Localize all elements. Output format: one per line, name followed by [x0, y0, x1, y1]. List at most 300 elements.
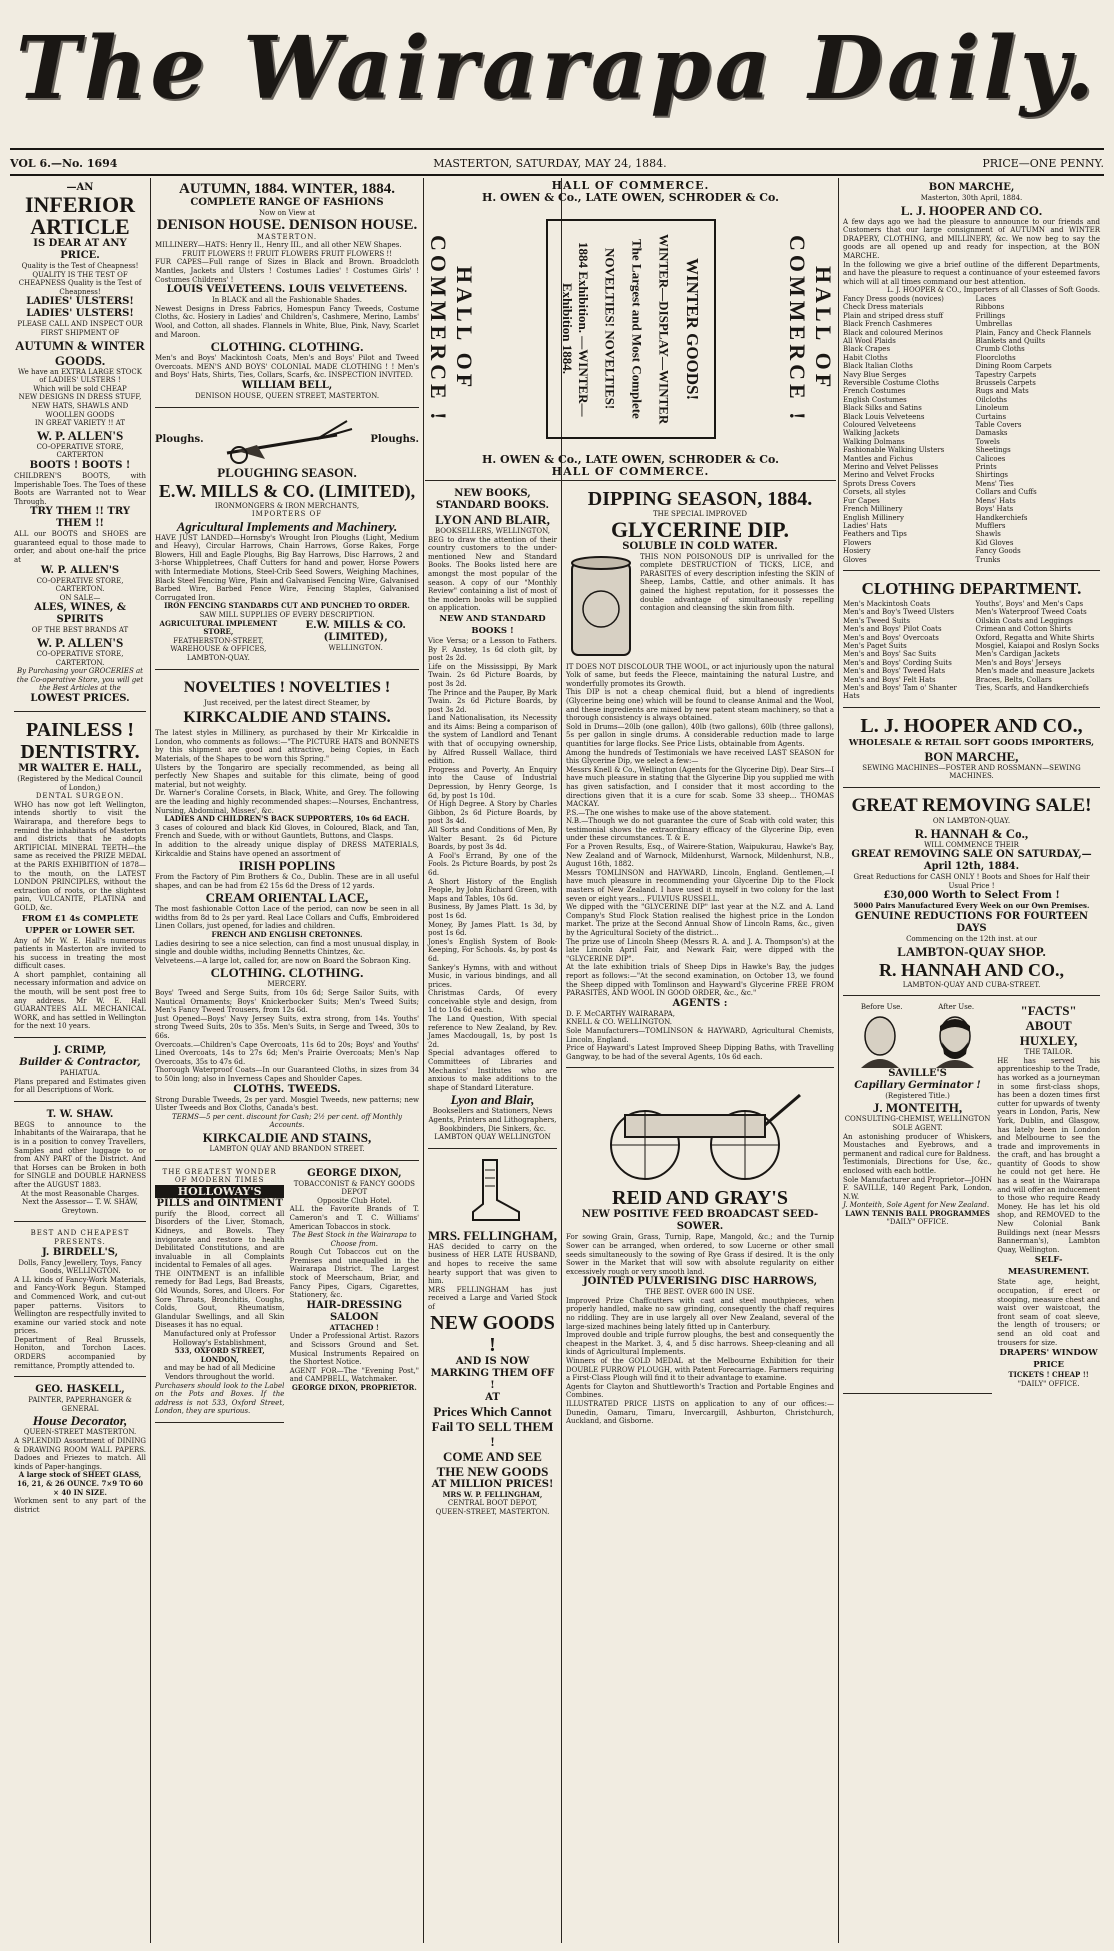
advert-text: and may be had of all Medicine Vendors throughout the world.: [163, 1364, 276, 1381]
advert-text: LAMBTON-QUAY.: [186, 654, 250, 662]
advert-text: CO-OPERATIVE STORE, CARTERTON.: [36, 576, 124, 594]
advert-text: Overcoats.—Children's Cape Overcoats, 11s 6d to 20s; Boys' and Youths' Lined Overcoats, 14s to 27s 6d; Men's Prairie Overcoats; Men's Nap Overcoats, 35s to 47s 6d.: [155, 1040, 419, 1066]
advert-text: BOOKSELLERS, WELLINGTON,: [435, 527, 550, 535]
advert-text: CO-OPERATIVE STORE, CARTERTON.: [36, 650, 124, 667]
advert-text: Velveteens.—A large lot, called for, are now on Board the Sobraon King.: [155, 956, 411, 965]
advert-text: Among the hundreds of Testimonials we have received LAST SEASON for this Glycerine Dip, we select a few:—: [566, 748, 834, 766]
hall-of-commerce-vertical: HALL OF COMMERCE !: [426, 234, 477, 424]
issue-price: PRICE—ONE PENNY.: [982, 156, 1104, 170]
advert-subhead: COMPLETE RANGE OF FASHIONS: [190, 197, 384, 208]
advert-text: PAINTER, PAPERHANGER & GENERAL: [28, 1396, 132, 1413]
advert-text: FRUIT FLOWERS !! FRUIT FLOWERS FRUIT FLOWERS !!: [181, 249, 393, 258]
list-item: Ties, Scarfs, and Handkerchiefs: [975, 684, 1089, 692]
advert-text: A large stock of SHEET GLASS, 16, 21, & 26 OUNCE. 7×9 TO 60 × 40 IN SIZE.: [16, 1470, 144, 1497]
advert-text: IRONMONGERS & IRON MERCHANTS,: [214, 501, 360, 510]
list-item: Men's Tweed Suits: [843, 616, 910, 625]
advert-firm: E.W. MILLS & CO. (LIMITED),: [305, 619, 406, 643]
advert-text: WINTER GOODS!: [683, 257, 703, 401]
advert-subhead: DRAPERS' WINDOW PRICE: [999, 1348, 1098, 1371]
list-item: Of High Degree. A Story by Charles Gibbon, 2s 6d Picture Boards, by post 3s 4d.: [428, 800, 557, 826]
advert-headline: PLOUGHING SEASON.: [217, 464, 357, 480]
advert-text: Men's and Boys' Mackintosh Coats, Men's and Boys' Pilot and Tweed Overcoats. MEN'S AND BOYS' COLONIAL MADE CLOTHING ! ! Men's and Boys' Hats, Shirts, Ties, Collars, Scarfs, &c. INSPECTION INVITED.: [155, 354, 419, 380]
advert-text: Agents for Clayton and Shuttleworth's Traction and Portable Engines and Combines.: [566, 1382, 834, 1400]
list-item: Walking Dolmans: [843, 437, 905, 446]
list-item: Fancy Dress goods (novices): [843, 294, 944, 303]
advert-headline: CLOTHING DEPARTMENT.: [861, 578, 1082, 598]
list-item: Dining Room Carpets: [975, 362, 1052, 371]
advert-firm: H. OWEN & Co., LATE OWEN, SCHRODER & Co.: [482, 191, 779, 204]
advert-text: Which will be sold CHEAP: [33, 384, 127, 393]
advert-headline: IRISH POPLINS: [238, 858, 336, 874]
advert-text: Sold in Drums—20lb (one gallon), 40lb (two gallons), 60lb (three gallons), 5s per gallon in single drums. A considerable reduction made to large quantities for large flocks. See Price Lists, obtainable from Agents.: [566, 722, 834, 748]
advert-text: —AN: [66, 182, 94, 193]
advert-text: 1884 Exhibition. —WINTER— Exhibition 1884.: [559, 241, 591, 417]
advert-subhead: AND IS NOW MARKING THEM OFF !: [430, 1355, 555, 1391]
list-item: Frillings: [975, 311, 1006, 320]
advert-text: Just received, per the latest direct Steamer, by: [204, 698, 370, 707]
advert-text: LAMBTON QUAY WELLINGTON: [434, 1133, 551, 1142]
advert-text: D. F. McCARTHY WAIRARAPA,: [566, 1009, 675, 1018]
advert-subhead: LOUIS VELVETEENS. LOUIS VELVETEENS.: [166, 284, 408, 296]
list-item: Progress and Poverty, An Enquiry into the Cause of Industrial Depression, by Henry George, 1s 6d, by post 1s 10d.: [428, 765, 557, 800]
advert-text: ON SALE—: [59, 593, 101, 602]
list-item: Men's and Boys' Jerseys: [975, 658, 1062, 667]
column-3: [424, 484, 561, 1943]
drapery-list: [843, 295, 1100, 564]
advert-text: (Registered by the Medical Council of London,): [17, 775, 143, 792]
advert-subhead: CLOTHS. TWEEDS.: [233, 1083, 341, 1095]
advert-text: 3 cases of coloured and black Kid Gloves, in Coloured, Black, and Tan, French and Suede, with or without Gauntlets, Buttons, and Clasps.: [155, 823, 419, 841]
advert-subhead: WHOLESALE & RETAIL SOFT GOODS IMPORTERS,: [848, 737, 1095, 748]
advert-firm: GEORGE DIXON,: [307, 1167, 402, 1179]
advert-firm: E.W. MILLS & CO. (LIMITED),: [158, 480, 416, 501]
list-item: French Costumes: [843, 387, 906, 396]
winter-goods-box: [546, 219, 716, 439]
advert-text: WELLINGTON.: [328, 643, 383, 652]
advert-text: AGENT FOR—The "Evening Post," and CAMPBELL, Watchmaker.: [289, 1366, 419, 1384]
advert-text: This DIP is not a cheap chemical fluid, but a blend of ingredients (Glycerine being one) which will be found to cleanse Animal and the Wool, and these ingredients are mixed by new patent steam machinery, so that a thorough consistency is always obtained.: [566, 688, 834, 723]
advert-subhead: Ploughs.: [370, 433, 419, 445]
column-2: [151, 178, 423, 1943]
advert-text: From the Factory of Pim Brothers & Co., Dublin. These are in all useful shapes, and can be had from £2 15s 6d the Dress of 12 yards.: [155, 873, 419, 890]
list-item: Collars and Cuffs: [975, 488, 1037, 497]
advert-text: Great Reductions for CASH ONLY ! Boots and Shoes for Half their Usual Price !: [853, 873, 1090, 890]
advert-text: A LL kinds of Fancy-Work Materials, and Fancy-Work Begun. Stamped and Commenced Work, and cut-out paper patterns. Visitors to Wellington are respectfully invited to examine our varied stock and note prices.: [14, 1275, 146, 1336]
list-item: Corsets, all styles: [843, 488, 906, 497]
list-item: English Costumes: [843, 395, 907, 404]
advert-text: OF THE BEST BRANDS AT: [31, 626, 129, 635]
advert-text: CHILDREN'S BOOTS, with Imperishable Toes. The Toes of these Boots are Warranted not to Wear Through.: [14, 471, 146, 506]
list-item: Black Italian Cloths: [843, 362, 913, 371]
hooper-wholesale-advert: [843, 711, 1100, 788]
list-item: Hosiery: [843, 547, 871, 556]
advert-firm: J. MONTEITH,: [872, 1100, 963, 1116]
advert-text: NOVELTIES! NOVELTIES!: [602, 248, 618, 410]
list-item: Ladies' Hats: [843, 521, 888, 530]
list-item: Crimean and Cotton Shirts: [975, 625, 1071, 634]
advert-subhead: AT: [485, 1391, 500, 1403]
list-item: Men's Cardigan Jackets: [975, 650, 1060, 659]
dentistry-advert: [14, 715, 146, 1038]
advert-subhead: BOOTS ! BOOTS !: [29, 459, 131, 471]
glycerine-dip-advert: [566, 484, 834, 1068]
advert-subhead: Ploughs.: [155, 433, 204, 445]
reid-gray-advert: [566, 1071, 834, 1431]
advert-subhead: NEW POSITIVE FEED BROADCAST SEED-SOWER.: [581, 1209, 819, 1233]
advert-text: IRON FENCING STANDARDS CUT AND PUNCHED TO ORDER.: [164, 601, 410, 611]
advert-text: SAW MILL SUPPLIES OF EVERY DESCRIPTION.: [199, 611, 375, 620]
advert-headline: CLOTHING. CLOTHING.: [210, 339, 364, 355]
advert-subhead: BON MARCHE,: [928, 182, 1015, 193]
list-item: Table Covers: [975, 421, 1022, 430]
list-item: Black French Cashmeres: [843, 320, 932, 329]
advert-text: CONSULTING-CHEMIST, WELLINGTON: [844, 1115, 991, 1124]
advert-text: Manufactured only at Professor Holloway's Establishment,: [163, 1330, 277, 1347]
advert-text: WHO has now got left Wellington, intends shortly to visit the Wairarapa, and therefore begs to remind the inhabitants of Masterton and districts that he adopts ARTIFICIAL MINERAL TEETH—the same as received the PRIZE MEDAL at the PARIS EXHIBITION of 1878—to the mouth, on the LATEST LONDON PRINCIPLES, without the extraction of roots, or the slightest pain, VULCANITE, PLATINA and GOLD, &c.: [14, 800, 146, 912]
advert-headline: GREAT REMOVING SALE!: [851, 795, 1092, 816]
list-item: Brussels Carpets: [975, 379, 1036, 387]
advert-text: THE SPECIAL IMPROVED: [652, 510, 748, 518]
advert-text: Sole Manufacturer and Proprietor—JOHN F. SAVILLE, 140 Regent Park, London, N.W.: [843, 1175, 993, 1201]
advert-text: Newest Designs in Dress Fabrics, Homespun Fancy Tweeds, Costume Cloths, &c. Hosiery in Ladies' and Children's, Cashmere, Merino, Lambs' Wool, and Cotton, all shades. Flannels in White, Blue, Pink, Navy, Scarlet and Maroon.: [155, 304, 419, 339]
dixon-advert: [290, 1164, 419, 1423]
advert-text: Improved double and triple furrow ploughs, the best and consequently the cheapest in the Market. 3, 4, and 5 disc harrows. Sheep-cleaning and all kinds of Agricultural Implements.: [566, 1331, 834, 1357]
advert-firm: HOLLOWAY'S: [155, 1185, 284, 1198]
advert-headline: Prices Which Cannot Fail TO SELL THEM !: [431, 1403, 554, 1449]
list-item: French Millinery: [843, 505, 903, 514]
advert-text: LAMBTON-QUAY AND CUBA-STREET.: [902, 980, 1041, 989]
advert-subhead: Capillary Germinator !: [854, 1079, 981, 1091]
hall-of-commerce-advert: [425, 180, 836, 481]
huxley-advert: [997, 999, 1100, 1394]
list-item: Men's and Boys' Overcoats: [843, 633, 939, 642]
advert-text: LAMBTON QUAY AND BRANDON STREET.: [209, 1144, 365, 1153]
list-item: Black Louis Velveteens: [843, 412, 925, 421]
list-item: Fur Capes: [843, 496, 880, 505]
shaw-advert: [14, 1105, 146, 1223]
advert-text: ALL our BOOTS and SHOES are guaranteed equal to those made to order, and about one-half the price at: [14, 530, 146, 565]
list-item: Land Nationalisation, its Necessity and its Aims: Being a comparison of the system of Landlord and Tenant with that of occupying ownership, by Alfred Russell Wallace, third edition.: [428, 714, 557, 766]
advert-text: HAS decided to carry on the business of HER LATE HUSBAND, and hopes to receive the same hearty support that was given to him.: [428, 1242, 557, 1286]
list-item: Black Silks and Satins: [843, 404, 922, 413]
list-item: Calicoes: [975, 454, 1006, 463]
list-item: Laces: [975, 294, 996, 303]
list-item: Mantles and Fichus: [843, 454, 913, 463]
advert-text: After Use.: [938, 1003, 975, 1012]
holloway-advert: [155, 1164, 284, 1423]
advert-text: purify the Blood, correct all Disorders of the Liver, Stomach, Kidneys, and Bowels. They invigorate and restore to health Debilitated Constitutions, and are invaluable in all Complaints incidental to Females of all ages.: [155, 1209, 285, 1270]
advert-text: DENISON HOUSE, QUEEN STREET, MASTERTON.: [194, 391, 380, 400]
advert-text: DENTAL SURGEON.: [35, 792, 125, 801]
advert-headline: AUTUMN, 1884. WINTER, 1884.: [179, 181, 395, 197]
volume-number: VOL 6.—No. 1694: [10, 156, 118, 170]
list-item: Flowers: [843, 538, 872, 547]
hall-of-commerce-vertical: HALL OF COMMERCE !: [785, 234, 836, 424]
advert-headline: LAMBTON-QUAY SHOP.: [897, 943, 1046, 959]
advert-subhead: JOINTED PULVERISING DISC HARROWS,: [582, 1276, 818, 1288]
clothing-list: [843, 600, 1100, 701]
list-item: Rugs and Mats: [975, 387, 1029, 396]
advert-headline: CLOTHING. CLOTHING.: [210, 965, 364, 981]
advert-firm: MRS W. P. FELLINGHAM,: [442, 1489, 543, 1499]
advert-text: TOBACCONIST & FANCY GOODS DEPOT: [293, 1179, 415, 1197]
advert-text: TICKETS ! CHEAP !!: [1008, 1370, 1089, 1380]
crimp-advert: [14, 1041, 146, 1102]
advert-text: We have an EXTRA LARGE STOCK of LADIES' ULSTERS !: [18, 367, 142, 385]
advert-firm: Lyon and Blair,: [450, 1092, 535, 1108]
list-item: Handkerchiefs: [975, 513, 1028, 522]
list-item: Black and coloured Merinos: [843, 328, 943, 337]
list-item: Men's and Boys' Cording Suits: [843, 658, 952, 667]
list-item: Mens' Hats: [975, 496, 1016, 505]
boot-illustration: [463, 1156, 523, 1226]
list-item: Shirtings: [975, 471, 1009, 480]
list-item: Mens' Ties: [975, 479, 1014, 488]
advert-text: GEORGE DIXON, PROPRIETOR.: [291, 1383, 417, 1392]
newspaper-title: The Wairarapa Daily.: [15, 18, 1099, 119]
advert-text: 5000 Pairs Manufactured Every Week on our Own Premises.: [853, 901, 1090, 911]
advert-text: PLEASE CALL AND INSPECT OUR FIRST SHIPMENT OF: [17, 320, 143, 337]
advert-subhead: AGENTS :: [672, 997, 728, 1009]
list-item: Kid Gloves: [975, 538, 1014, 547]
advert-text: At the late exhibition trials of Sheep Dips in Hawke's Bay, the judges report as follows:—"At the second examination, on October 13, we found the Sheep dipped with Tomlinson and Hayward's Glycerine FREE FROM PARASITES, AND WOOL IN GOOD ORDER, &c., &c.": [566, 963, 834, 998]
advert-headline: "FACTS": [1020, 1003, 1077, 1019]
advert-text: "DAILY" OFFICE.: [886, 1218, 949, 1227]
advert-text: MERCERY.: [267, 980, 307, 989]
advert-firm: LYON AND BLAIR,: [435, 512, 550, 527]
advert-headline: NOVELTIES ! NOVELTIES !: [183, 678, 391, 696]
advert-headline: House Decorator,: [32, 1413, 128, 1429]
advert-headline: HALL OF COMMERCE.: [551, 179, 710, 192]
advert-text: WINTER—DISPLAY—WINTER: [656, 233, 672, 425]
advert-firm: GLYCERINE DIP.: [610, 516, 790, 542]
advert-text: The latest styles in Millinery, as purchased by their Mr Kirkcaldie in London, who comments as follows:—"The PICTURE HATS and BONNETS by this shipment are good and attractive, being Copies, in Each Materials, of the Shapes to be worn this Spring.": [155, 729, 419, 763]
bearded-portrait: [930, 1012, 980, 1068]
advert-subhead: GREAT REMOVING SALE ON SATURDAY,—: [851, 849, 1092, 861]
advert-text: IN GREAT VARIETY !! AT: [34, 419, 126, 428]
advert-firm: L. J. HOOPER AND CO.: [900, 202, 1043, 218]
list-item: Plain, Fancy and Check Flannels: [975, 328, 1092, 337]
advert-text: CO-OPERATIVE STORE, CARTERTON: [36, 442, 124, 460]
advert-text: A short pamphlet, containing all necessary information and advice on the mouth, will be sent post free to any address. Mr W. E. Hall GUARANTEES ALL MECHANICAL WORK, and has settled in Wellington for the next 10 years.: [14, 970, 146, 1031]
advert-text: Sole Manufacturers—TOMLINSON & HAYWARD, Agricultural Chemists, Lincoln, England.: [566, 1026, 834, 1044]
advert-subhead: SOLUBLE IN COLD WATER.: [622, 540, 778, 552]
advert-subhead: Builder & Contractor,: [19, 1057, 141, 1069]
advert-text: PAHIATUA.: [59, 1069, 101, 1078]
list-item: Black Crapes: [843, 345, 891, 354]
advert-text: The Best Stock in the Wairarapa to Choose from.: [292, 1231, 417, 1248]
advert-text: In addition to the already unique display of DRESS MATERIALS, Kirkcaldie and Stains have opened an assortment of: [155, 840, 419, 858]
list-item: Youths', Boys' and Men's Caps: [975, 599, 1084, 608]
list-item: Money, By James Platt. 1s 3d, by post 1s 6d.: [428, 920, 557, 938]
advert-subhead: IS DEAR AT ANY PRICE.: [33, 238, 127, 261]
col2-bottom-row: [155, 1164, 419, 1426]
masthead: [0, 0, 1114, 145]
advert-text: We dipped with the "GLYCERINE DIP" last year at the N.Z. and A. Land Company's Stud Flock Station realised the highest price in the London market. The prize at the Second Annual Show of Lincoln Rams, &c., given by the Agricultural Society of the district...: [566, 903, 834, 937]
list-item: Men's and Boys' Tam o' Shanter Hats: [843, 684, 957, 701]
advert-firm: REID AND GRAY'S: [612, 1187, 788, 1210]
advert-text: At the most Reasonable Charges. Next the Assessor— T. W. SHAW, Greytown.: [20, 1189, 140, 1215]
advert-text: J. Monteith, Sole Agent for New Zealand.: [843, 1201, 990, 1210]
list-item: Navy Blue Serges: [843, 370, 907, 379]
advert-text: 533, OXFORD STREET, LONDON,: [174, 1346, 265, 1364]
list-item: Habit Cloths: [843, 353, 888, 362]
advert-subhead: £30,000 Worth to Select From !: [883, 890, 1060, 902]
list-item: Feathers and Tips: [843, 530, 907, 539]
list-item: Men's Mackintosh Coats: [843, 599, 931, 608]
lyon-blair-advert: [428, 484, 557, 1149]
advert-text: IT DOES NOT DISCOLOUR THE WOOL, or act injuriously upon the natural Yolk of same, but feeds the Fleece, maintaining the natural Lustre, and wonderfully promotes its Growth.: [566, 662, 834, 688]
advert-headline: AUTUMN & WINTER GOODS.: [15, 337, 145, 368]
list-item: Oxford, Regatta and White Shirts: [975, 633, 1095, 642]
list-item: Men's and Boy's Tweed Ulsters: [843, 608, 955, 617]
advert-subhead: NEW BOOKS, STANDARD BOOKS.: [435, 488, 549, 511]
advert-firm: MR WALTER E. HALL,: [18, 763, 142, 774]
advert-headline: PAINLESS ! DENTISTRY.: [20, 719, 140, 763]
advert-text: Purchasers should look to the Label on the Pots and Boxes. If the address is not 533, Oxford Street, London, they are spurious.: [155, 1381, 285, 1416]
list-item: Plain and striped dress stuff: [843, 311, 944, 320]
advert-firm: T. W. SHAW.: [46, 1108, 114, 1120]
advert-text: BEG to draw the attention of their country customers to the under-mentioned New and Standard Books. The Books listed here are amongst the most popular of the season. A copy of our "Monthly Review" containing a list of most of the modern books will be supplied on application.: [428, 535, 557, 613]
advert-text: The most fashionable Cotton Lace of the period, can now be seen in all widths from 8d to 2s per yard. Real Lace Collars and Cuffs, Embroidered Linen Collars, just opened, for ladies and children.: [155, 905, 419, 931]
list-item: Merino and Velvet Frocks: [843, 471, 935, 480]
column-1: [10, 178, 150, 1943]
hannah-advert: [843, 791, 1100, 996]
advert-subhead: ALES, WINES, & SPIRITS: [34, 602, 126, 626]
advert-text: P.S.—The one wishes to make use of the above statement.: [566, 808, 772, 817]
list-item: Braces, Belts, Collars: [975, 675, 1052, 684]
list-item: Life on the Mississippi, By Mark Twain. 2s 6d Picture Boards, by post 3s 2d.: [428, 662, 557, 688]
advert-text: BEGS to announce to the Inhabitants of the Wairarapa, that he is in a position to convey Travellers, Samples and other luggage to or from ANY PART of the District. And that Horses can be Broken in both for SINGLE and DOUBLE HARNESS after the AUGUST 1883.: [14, 1120, 146, 1189]
advert-text: Boys' Tweed and Serge Suits, from 10s 6d; Serge Sailor Suits, with Nautical Ornaments; Boys' Knickerbocker Suits; Men's Tweed Suits; Men's Fancy Tweed Trousers, from 12s 6d.: [155, 989, 419, 1015]
advert-text: Workmen sent to any part of the district: [14, 1497, 146, 1514]
advert-text: FEATHERSTON-STREET,: [173, 636, 264, 645]
advert-text: Now on View at: [258, 209, 316, 217]
advert-text: WILL COMMENCE THEIR: [924, 840, 1019, 849]
advert-firm: KIRKCALDIE AND STAINS,: [202, 1129, 372, 1145]
fellingham-advert: [428, 1152, 557, 1523]
list-item: Fancy Goods: [975, 547, 1021, 556]
haskell-advert: [14, 1380, 146, 1520]
list-item: Sprots Dress Covers: [843, 479, 916, 488]
advert-headline: NEW GOODS !: [430, 1311, 555, 1356]
advert-headline: BON MARCHE,: [924, 748, 1019, 764]
advert-text: KNELL & CO. WELLINGTON.: [566, 1018, 672, 1027]
advert-text: ILLUSTRATED PRICE LISTS on application to any of our offices:—Dunedin, Oamaru, Timaru, Invercargill, Ashburton, Christchurch, Auckland, and Gisborne.: [566, 1400, 834, 1426]
advert-headline: CREAM ORIENTAL LACE,: [205, 890, 369, 906]
list-item: The Land Question, With special reference to New Zealand, by Rev. James Macdougall, 1s, by post 1s 2d.: [428, 1015, 557, 1049]
list-item: Men's Paget Suits: [843, 641, 907, 650]
advert-text: HE has served his apprenticeship to the Trade, has worked as a journeyman in some first-class shops, has been a dozen times first cutter for upwards of twenty years in London, Paris, New York, Dublin, and Glasgow, has lately been in London and Melbourne to see the trade and improvements in the craft, and has brought a quantity of Goods to show he could not get here. He has a seat in the Wairarapa and will offer an inducement to those who require Ready Money. He has let his old shop, and REMOVED to the New Colonial Bank Buildings next (near Messrs Bannerman's), Lambton Quay, Wellington.: [997, 1056, 1100, 1254]
advert-text: Thorough Waterproof Coats—In our Guaranteed Cloths, in sizes from 34 to 50in long; also in Inverness Capes and Shoulder Capes.: [155, 1066, 419, 1083]
advert-text: The Largest and Most Complete: [629, 239, 645, 419]
advert-text: TERMS—5 per cent. discount for Cash; 2½ per cent. off Monthly Accounts.: [171, 1112, 403, 1130]
advert-text: FUR CAPES—Full range of Sizes in Black and Brown. Broadcloth Mantles, Jackets and Ulsters ! Costumes Ladies' ! Costumes Girls' ! Costumes Childrens' !: [155, 258, 419, 284]
advert-firm: J. CRIMP,: [53, 1045, 107, 1057]
list-item: Gloves: [843, 555, 867, 564]
list-item: Crumb Cloths: [975, 345, 1025, 354]
advert-text: In BLACK and all the Fashionable Shades.: [212, 296, 362, 305]
advert-text: Rough Cut Tobaccos cut on the Premises and unequalled in the Wairarapa District. The Largest stock of Meerschaum, Briar, and Fancy Pipes, Cigars, Cigarettes, Stationery, &c.: [289, 1248, 419, 1300]
list-item: Linoleum: [975, 404, 1009, 413]
list-item: All Wool Plaids: [843, 336, 896, 345]
advert-text: Dr. Warner's Coraline Corsets, in Black, White, and Grey. The following are the leading and highly recommended shapes:—Nourses, Enchantress, Nursing, Abdominal, Misses', &c.: [155, 789, 419, 815]
advert-text: FRENCH AND ENGLISH CRETONNES.: [211, 930, 363, 940]
advert-text: LAWN TENNIS BALL PROGRAMMES: [845, 1208, 990, 1218]
advert-text: AGRICULTURAL IMPLEMENT STORE,: [159, 618, 278, 637]
advert-text: THE BEST. OVER 600 IN USE.: [645, 1288, 755, 1297]
advert-text: Winners of the GOLD MEDAL at the Melbourne Exhibition for their DOUBLE FURROW PLOUGH, with Patent Forecarriage. Farmers requiring a First-Class Plough will find it to their advantage to examine.: [566, 1357, 834, 1383]
list-item: Floorcloths: [975, 353, 1016, 362]
allen-advert: [14, 178, 146, 712]
bald-head-portrait: [855, 1012, 905, 1068]
dateline-rule: [10, 174, 1104, 176]
issue-date: MASTERTON, SATURDAY, MAY 24, 1884.: [433, 156, 667, 170]
list-item: Oilcloths: [975, 395, 1008, 404]
list-item: Mosgiel, Kaiapoi and Roslyn Socks: [975, 641, 1100, 650]
list-item: Men's made and measure Jackets: [975, 667, 1095, 676]
advert-firm: WILLIAM BELL,: [241, 379, 333, 391]
advert-headline: Agricultural Implements and Machinery.: [176, 518, 398, 534]
advert-text: THE GREATEST WONDER OF MODERN TIMES: [162, 1167, 277, 1185]
list-item: Oilskin Coats and Leggings: [975, 616, 1073, 625]
advert-subhead: April 12th, 1884.: [923, 861, 1020, 873]
advert-text: N.B.—Though we do not guarantee the cure of Scab with cold water, this testimonial shows the extraordinary efficacy of the Glycerine Dip, even under these circumstances. T. & E.: [566, 817, 834, 843]
advert-text: The prize use of Lincoln Sheep (Messrs R. A. and J. A. Thompson's) at the late Lincoln April Fair, and Newark Fair, were dipped with the "GLYCERINE DIP".: [566, 937, 834, 963]
advert-firm: ABOUT HUXLEY,: [1019, 1018, 1078, 1049]
advert-text: Messrs TOMLINSON and HAYWARD, Lincoln, England. Gentlemen,—I have much pleasure in recommending your Glycerine Dip to the Flock masters of New Zealand. I have used it myself in two colony for the last seven or eight years... FULVIUS RUSSELL.: [566, 868, 834, 903]
list-item: Men's and Boys' Felt Hats: [843, 675, 936, 684]
advert-text: ON LAMBTON-QUAY.: [932, 817, 1011, 825]
advert-text: Plans prepared and Estimates given for all Descriptions of Work.: [14, 1077, 146, 1095]
advert-text: ALL the Favorite Brands of T. Cameron's and T. C. Williams' American Tobaccos in stock.: [289, 1205, 419, 1231]
advert-subhead: GENUINE REDUCTIONS FOR FOURTEEN DAYS: [855, 910, 1088, 934]
advert-firm: DENISON HOUSE. DENISON HOUSE.: [156, 216, 418, 233]
list-item: Men's and Boys' Tweed Hats: [843, 667, 946, 676]
list-item: Shawls: [975, 530, 1001, 539]
advert-text: Ulsters by the Tongariro are specially recommended, as being all perfectly New Shapes and suitable for this climate, being of good material, but not weighty.: [155, 763, 419, 789]
advert-firm: R. HANNAH AND CO.,: [878, 959, 1064, 980]
column-5: [839, 178, 1104, 1943]
advert-text: Under a Professional Artist. Razors and Scissors Ground and Set. Musical Instruments Repaired on the Shortest Notice.: [289, 1332, 419, 1367]
list-item: Fashionable Walking Ulsters: [843, 446, 945, 455]
advert-headline: DIPPING SEASON, 1884.: [587, 488, 813, 510]
advert-text: In the following we give a brief outline of the different Departments, and have the pleasure to request a continuance of your esteemed favors which will at all times command our best attention.: [843, 260, 1100, 286]
book-list: [428, 637, 557, 1050]
list-item: Men's Waterproof Tweed Coats: [975, 608, 1087, 617]
advert-text: QUEEN-STREET, MASTERTON.: [435, 1507, 550, 1516]
list-item: The Prince and the Pauper, By Mark Twain. 2s 6d Picture Boards, by post 3s 2d.: [428, 688, 557, 714]
list-item: Sankey's Hymns, with and without Music, in various bindings, and all prices.: [428, 963, 557, 989]
list-item: All Sorts and Conditions of Men, By Walter Besant. 2s 6d Picture Boards, by post 3s 4d.: [428, 826, 557, 852]
advert-text: Department of Real Brussels, Honiton, and Torchon Laces. ORDERS accompanied by remittance, Promptly attended to.: [14, 1335, 146, 1370]
advert-subhead: BEST AND CHEAPEST PRESENTS.: [30, 1229, 130, 1246]
list-item: Business, By James Platt. 1s 3d, by post 1s 6d.: [428, 903, 557, 920]
advert-text: QUEEN-STREET MASTERTON.: [23, 1428, 137, 1437]
advert-text: Masterton, 30th April, 1884.: [920, 194, 1023, 202]
advert-text: CENTRAL BOOT DEPOT,: [447, 1499, 538, 1508]
advert-text: Testimonials, Directions for Use, &c., enclosed with each bottle.: [843, 1158, 993, 1175]
masthead-rule: [10, 148, 1104, 150]
advert-text: SEWING MACHINES—FOSTER AND ROSSMANN—SEWING MACHINES.: [862, 763, 1081, 781]
list-item: Coloured Velveteens: [843, 421, 916, 430]
saville-advert: [843, 999, 992, 1394]
advert-text: (Registered Title.): [885, 1091, 950, 1100]
advert-text: Messrs Knell & Co., Wellington (Agents for the Glycerine Dip). Dear Sirs—I have much pleasure in stating that the Glycerine Dip you supplied me with has given satisfaction, and I consider that it most according to the directions given that it is a cure for scab. Some 33 sheep... THOMAS MACKAY.: [566, 765, 834, 809]
advert-text: A few days ago we had the pleasure to announce to our friends and Customers that our large consignment of AUTUMN and WINTER DRAPERY, CLOTHING, and MILLINERY, &c. We now beg to say the goods are all opened up and ready for inspection, at the BON MARCHE.: [843, 217, 1100, 260]
advert-subhead: AT MILLION PRICES!: [431, 1478, 554, 1490]
advert-firm: H. OWEN & Co., LATE OWEN, SCHRODER & Co.: [482, 453, 779, 466]
